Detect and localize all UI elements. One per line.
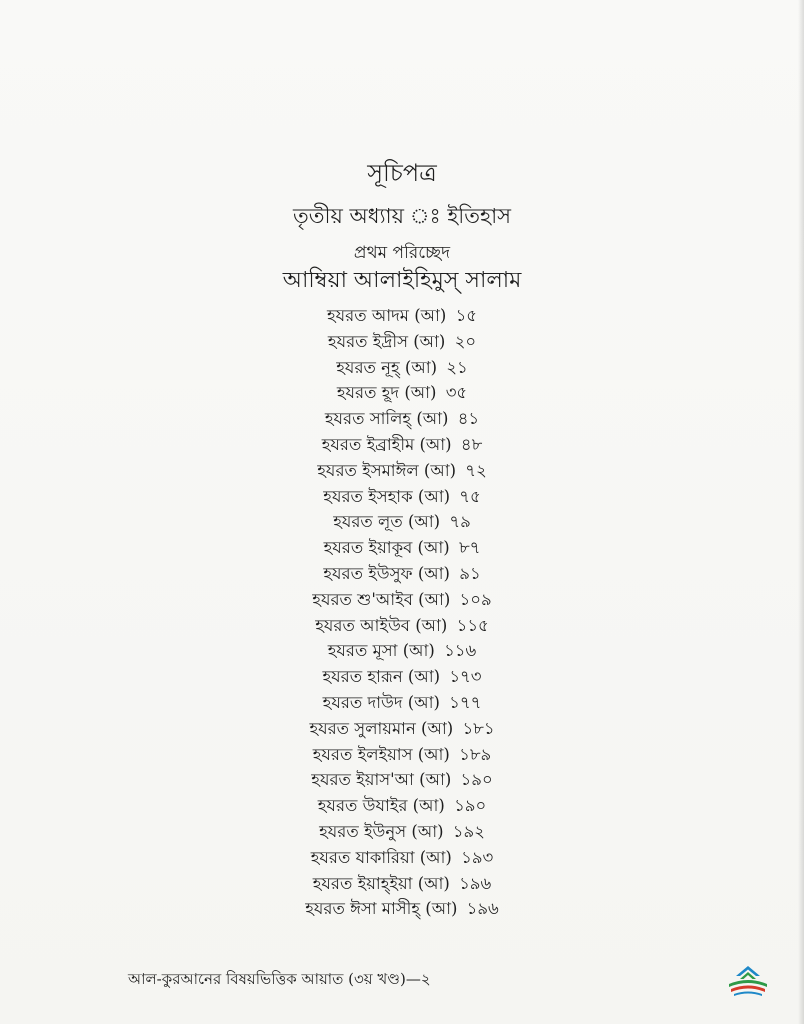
toc-entry [0,690,804,716]
entry-page-number: ১৮১ [462,718,495,738]
entry-page-number: ৭৫ [459,486,481,506]
entry-page-number: ১৯০ [460,770,493,790]
entry-name: হযরত ইসমাঈল (আ) [317,460,457,480]
toc-entry [0,613,804,639]
entry-name: হযরত ইব্রাহীম (আ) [321,434,452,454]
entry-page-number: ৭৯ [449,512,471,532]
toc-entry [0,303,804,329]
entry-page-number: ১৫ [455,306,477,325]
toc-entry [0,509,804,535]
publisher-logo-icon [726,964,770,998]
toc-entry [0,871,804,897]
chapter-title: তৃতীয় অধ্যায় ঃ ইতিহাস [292,204,512,228]
toc-entry [0,432,804,458]
toc-entry [0,896,804,922]
entry-page-number: ৯১ [459,563,481,583]
entry-page-number: ২১ [446,357,468,377]
entry-page-number: ১৯৩ [461,847,494,867]
entry-name: হযরত নূহ্ (আ) [336,357,438,377]
toc-entry [0,484,804,510]
toc-entry [0,561,804,587]
entry-name: হযরত হূদ (আ) [336,383,437,403]
toc-entry [0,406,804,432]
entry-name: হযরত মূসা (আ) [327,641,435,661]
entry-page-number: ২০ [454,331,477,351]
entry-page-number: ১৯২ [452,821,485,841]
toc-entry [0,793,804,819]
entry-name: হযরত উযাইর (আ) [317,796,445,816]
section-heading: আম্বিয়া আলাইহিমুস্ সালাম [282,268,522,293]
toc-entry [0,458,804,484]
entry-name: হযরত হারূন (আ) [322,667,441,687]
entry-name: হযরত শু'আইব (আ) [312,589,451,609]
entry-page-number: ১১৫ [456,615,489,635]
toc-entry [0,587,804,613]
entry-page-number: ১৭৩ [449,667,482,687]
toc-entry [0,355,804,381]
toc-entry [0,664,804,690]
entry-name: হযরত ঈসা মাসীহ্ (আ) [305,899,458,919]
entry-name: হযরত ইউনুস (আ) [319,821,444,841]
entry-name: হযরত যাকারিয়া (আ) [310,847,452,867]
entry-name: হযরত আইউব (আ) [315,615,448,635]
entry-page-number: ১৯৬ [459,873,492,893]
toc-entry [0,716,804,742]
entry-name: হযরত সুলায়মান (আ) [309,718,454,738]
entry-page-number: ৪১ [457,409,480,429]
entry-name: হযরত লূত (আ) [333,512,441,532]
entry-page-number: ১৯৬ [466,899,499,919]
entry-name: হযরত দাউদ (আ) [322,692,440,712]
entry-name: হযরত আদম (আ) [327,306,447,325]
entry-name: হযরত সালিহ্ (আ) [324,409,449,429]
entry-page-number: ১১৬ [444,641,477,661]
toc-entry [0,767,804,793]
entry-page-number: ৮৭ [458,538,481,558]
toc-title: সূচিপত্র [367,159,437,187]
footer-running-title: আল-কুরআনের বিষয়ভিত্তিক আয়াত (৩য় খণ্ড)—২ [128,970,431,988]
entry-name: হযরত ইলইয়াস (আ) [312,744,450,764]
entry-name: হযরত ইদ্রীস (আ) [327,331,446,351]
entry-page-number: ১৮৯ [459,744,492,764]
entry-name: হযরত ইউসুফ (আ) [323,563,450,583]
toc-entry [0,638,804,664]
toc-entry [0,845,804,871]
entry-page-number: ১৭৭ [449,692,482,712]
entry-name: হযরত ইয়াস'আ (আ) [311,770,452,790]
entry-name: হযরত ইসহাক (আ) [323,486,451,506]
toc-entry-list [0,303,804,922]
toc-entry [0,819,804,845]
section-title: প্রথম পরিচ্ছেদ [353,243,451,263]
entry-page-number: ৭২ [465,460,487,480]
entry-page-number: ১৯০ [454,796,487,816]
entry-page-number: ৩৫ [445,383,468,403]
entry-page-number: ৪৮ [460,434,483,454]
entry-page-number: ১০৯ [459,589,492,609]
toc-entry [0,742,804,768]
toc-entry [0,329,804,355]
entry-name: হযরত ইয়াকূব (আ) [323,538,450,558]
toc-entry [0,535,804,561]
toc-entry [0,380,804,406]
entry-name: হযরত ইয়াহ্ইয়া (আ) [312,873,450,893]
